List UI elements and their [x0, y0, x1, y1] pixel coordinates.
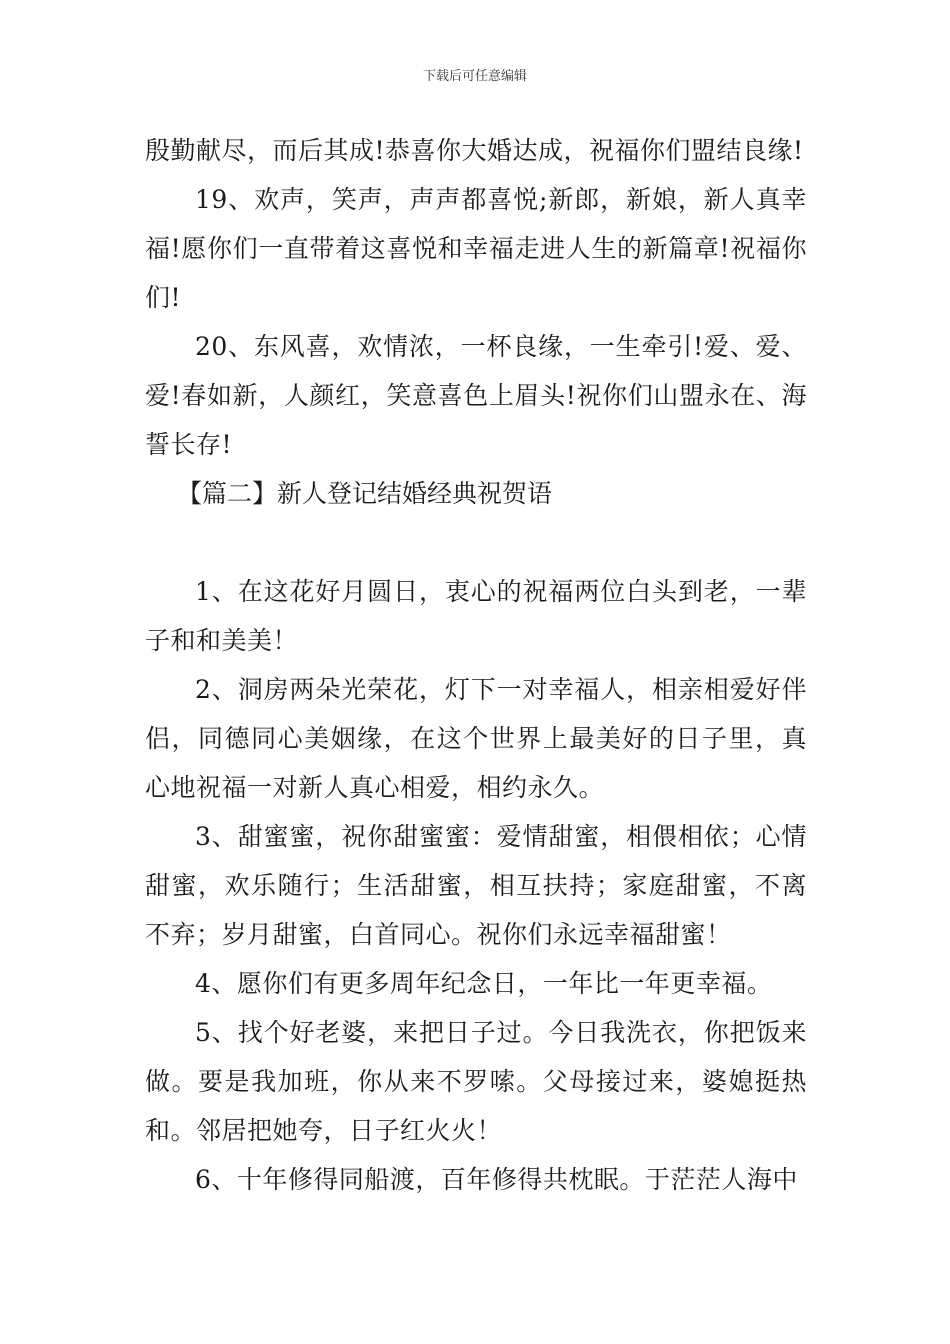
section-spacer	[145, 518, 807, 567]
paragraph-4: 4、愿你们有更多周年纪念日，一年比一年更幸福。	[195, 969, 773, 998]
paragraph-2: 2、洞房两朵光荣花，灯下一对幸福人，相亲相爱好伴侣，同德同心美姻缘，在这个世界上最美好的日子里，真心地祝福一对新人真心相爱，相约永久。	[145, 675, 807, 802]
section-heading: 【篇二】新人登记结婚经典祝贺语	[177, 479, 553, 508]
paragraph-20: 20、东风喜，欢情浓，一杯良缘，一生牵引!爱、爱、爱!春如新，人颜红，笑意喜色上眉头!祝你们山盟永在、海誓长存!	[145, 332, 807, 459]
paragraph-1: 1、在这花好月圆日，衷心的祝福两位白头到老，一辈子和和美美！	[145, 577, 807, 655]
paragraph-6: 6、十年修得同船渡，百年修得共枕眠。于茫茫人海中	[195, 1165, 798, 1194]
paragraph-5: 5、找个好老婆，来把日子过。今日我洗衣，你把饭来做。要是我加班，你从来不罗嗦。父母接过来，婆媳挺热和。邻居把她夸，日子红火火！	[145, 1018, 807, 1145]
paragraph-continuation: 殷勤献尽，而后其成!恭喜你大婚达成，祝福你们盟结良缘!	[145, 136, 804, 165]
document-body	[145, 126, 807, 1204]
page-header: 下载后可任意编辑	[422, 69, 527, 84]
paragraph-19: 19、欢声，笑声，声声都喜悦;新郎，新娘，新人真幸福!愿你们一直带着这喜悦和幸福走进人生的新篇章!祝福你们!	[145, 185, 807, 312]
paragraph-3: 3、甜蜜蜜，祝你甜蜜蜜：爱情甜蜜，相偎相依；心情甜蜜，欢乐随行；生活甜蜜，相互扶持；家庭甜蜜，不离不弃；岁月甜蜜，白首同心。祝你们永远幸福甜蜜！	[145, 822, 807, 949]
